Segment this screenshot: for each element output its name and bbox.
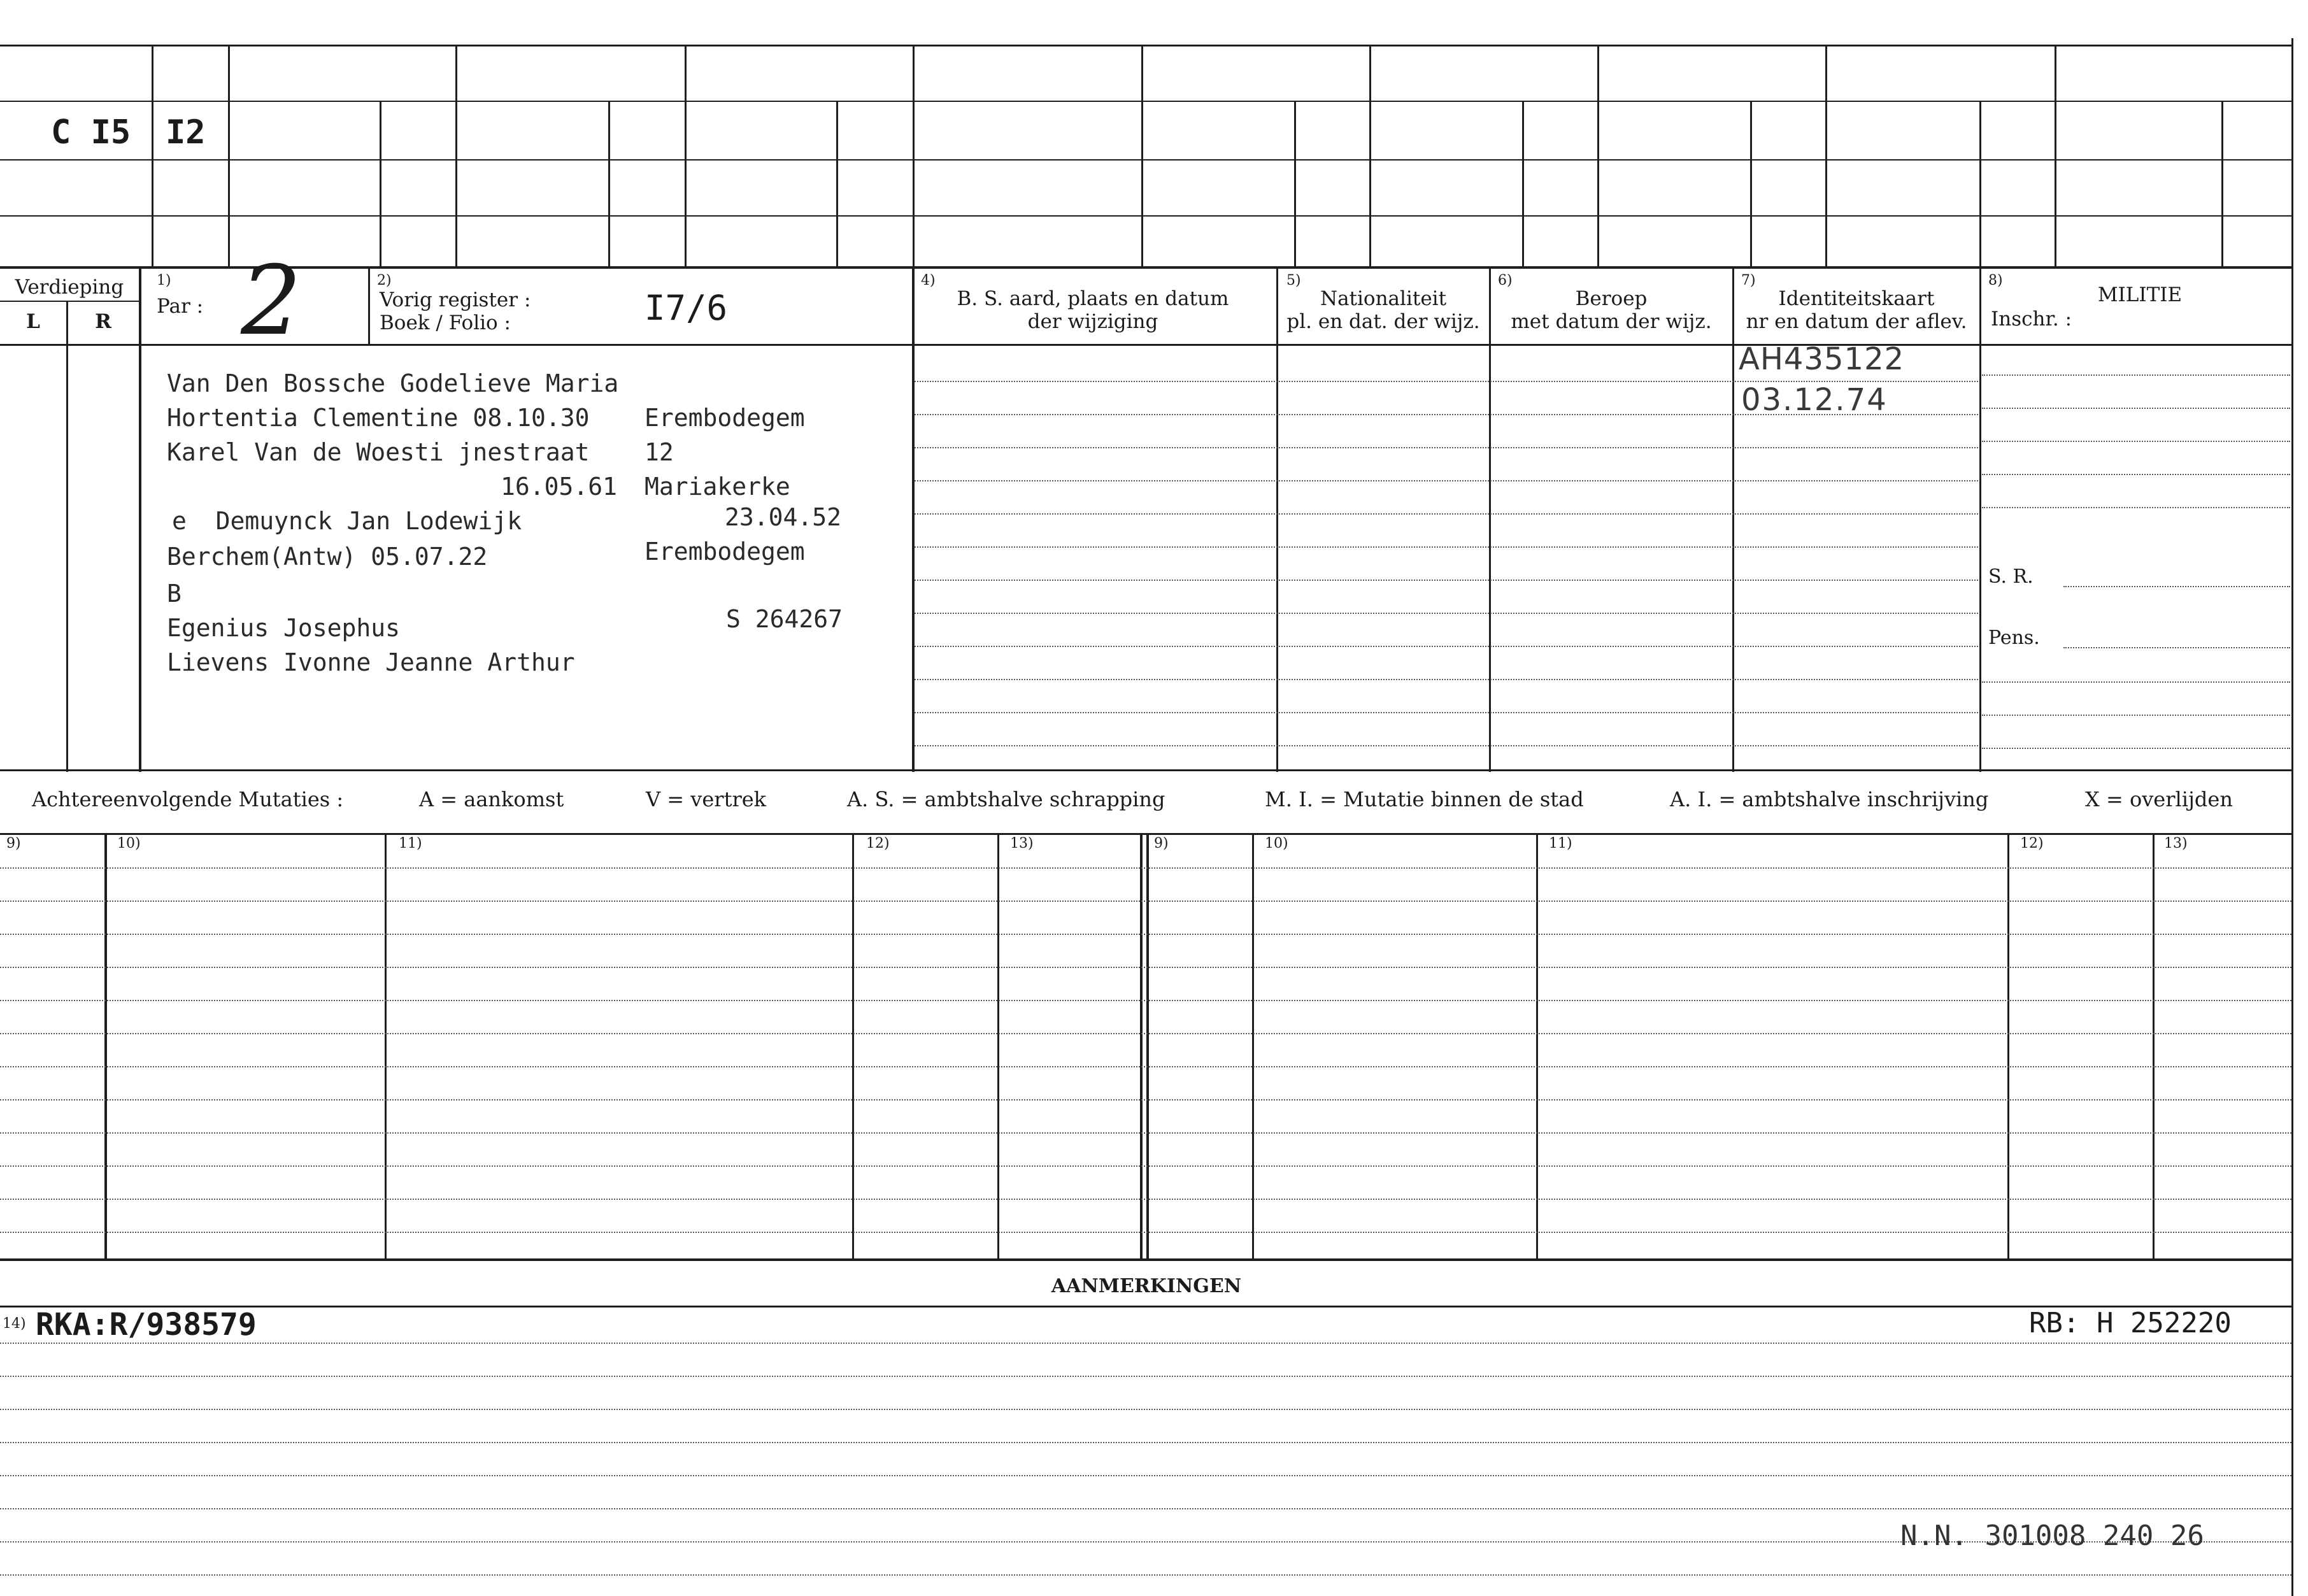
par-label: Par : (157, 295, 204, 318)
id-header-line1: Identiteitskaart (1778, 287, 1935, 310)
par-handwritten-mark: 2 (241, 246, 302, 357)
row-line (0, 1574, 2291, 1576)
column-line (912, 267, 915, 772)
row-line (0, 1343, 2291, 1344)
header-bottom-line (0, 344, 2293, 346)
rka-number: RKA:R/938579 (36, 1307, 257, 1343)
row-line (915, 679, 1978, 680)
column-line (2007, 833, 2009, 1260)
row-line (0, 1409, 2291, 1410)
row-line (0, 1199, 2291, 1200)
pens-label: Pens. (1988, 627, 2040, 649)
grid-line (1522, 101, 1524, 267)
beroep-header-line2: met datum der wijz. (1511, 310, 1712, 333)
row-line (1982, 748, 2290, 749)
legend-overlijden: X = overlijden (2085, 787, 2233, 811)
grid-line (1825, 45, 1827, 267)
row-line (1982, 374, 2290, 376)
grid-line (1294, 101, 1296, 267)
grid-line (913, 45, 915, 267)
militie-header: MILITIE (2097, 283, 2183, 306)
person-number: 12 (645, 438, 674, 466)
bs-header-line1: B. S. aard, plaats en datum (957, 287, 1229, 310)
verdieping-divider (0, 301, 140, 302)
column-line (66, 301, 68, 772)
grid-line (152, 45, 153, 267)
row-line (0, 1442, 2291, 1443)
row-line (0, 1508, 2291, 1509)
grid-line (2055, 45, 2056, 267)
row-line (1982, 408, 2290, 409)
sr-label: S. R. (1988, 566, 2034, 588)
legend-mutatie-binnen-stad: M. I. = Mutatie binnen de stad (1265, 787, 1584, 811)
person-line: Egenius Josephus (167, 614, 401, 642)
row-line (0, 1475, 2291, 1476)
grid-line (0, 101, 2293, 102)
nationality-header-line2: pl. en dat. der wijz. (1286, 310, 1480, 333)
column-number: 12) (2020, 836, 2044, 851)
grid-line (836, 101, 838, 267)
row-line (915, 480, 1978, 481)
field-number: 6) (1498, 273, 1513, 289)
row-line (1982, 474, 2290, 475)
grid-line (1369, 45, 1371, 267)
row-line (2063, 586, 2290, 587)
row-line (0, 967, 2291, 968)
nationality-header-line1: Nationaliteit (1320, 287, 1447, 310)
beroep-header-line1: Beroep (1575, 287, 1648, 310)
grid-line (2291, 38, 2293, 1596)
grid-line (1979, 101, 1981, 267)
grid-line (1750, 101, 1752, 267)
person-place: Erembodegem (645, 538, 805, 566)
legend-aankomst: A = aankomst (419, 787, 564, 811)
column-number: 13) (1010, 836, 1034, 851)
person-line: Berchem(Antw) 05.07.22 (167, 543, 488, 571)
column-number: 10) (117, 836, 141, 851)
field-number: 14) (3, 1316, 26, 1332)
row-line (915, 712, 1978, 713)
row-line (915, 513, 1978, 515)
row-line (1982, 507, 2290, 508)
row-line (0, 1066, 2291, 1067)
column-number: 9) (6, 836, 21, 851)
row-line (0, 1232, 2291, 1233)
person-place: Mariakerke (645, 473, 790, 501)
column-line (1489, 267, 1491, 772)
row-line (1982, 715, 2290, 716)
boek-folio-label: Boek / Folio : (380, 311, 511, 334)
field-number: 5) (1286, 273, 1301, 289)
field-number: 8) (1988, 273, 2003, 289)
nn-number: N.N. 301008 240 26 (1900, 1520, 2204, 1552)
person-line: e Demuynck Jan Lodewijk (172, 507, 522, 535)
rb-number: RB: H 252220 (2029, 1307, 2232, 1339)
row-line (0, 901, 2291, 902)
column-number: 13) (2164, 836, 2188, 851)
remarks-title: AANMERKINGEN (1051, 1275, 1242, 1297)
column-line (1252, 833, 1254, 1260)
person-code: S 264267 (726, 605, 843, 633)
row-line (915, 745, 1978, 746)
row-line (0, 934, 2291, 935)
column-line (385, 833, 387, 1260)
column-line (2153, 833, 2155, 1260)
grid-line (685, 45, 687, 267)
column-line (1536, 833, 1538, 1260)
legend-ambtshalve-schrapping: A. S. = ambtshalve schrapping (847, 787, 1165, 811)
column-line (139, 267, 141, 772)
row-line (915, 447, 1978, 448)
field-number: 1) (157, 273, 171, 289)
person-place: Erembodegem (645, 404, 805, 432)
grid-line (1597, 45, 1599, 267)
row-line (915, 580, 1978, 581)
grid-line (228, 45, 230, 267)
legend-vertrek: V = vertrek (646, 787, 767, 811)
verdieping-r: R (95, 310, 111, 333)
inschr-label: Inschr. : (1991, 308, 2072, 331)
grid-line (455, 45, 457, 267)
column-line (368, 267, 370, 345)
column-number: 9) (1154, 836, 1169, 851)
grid-line (2221, 101, 2223, 267)
person-line: Lievens Ivonne Jeanne Arthur (167, 648, 575, 676)
person-line: B (167, 580, 182, 608)
person-line: Karel Van de Woesti jnestraat (167, 438, 590, 466)
person-date: 16.05.61 (501, 473, 618, 501)
person-line: Hortentia Clementine 08.10.30 (167, 404, 590, 432)
mutations-title: Achtereenvolgende Mutaties : (32, 787, 344, 811)
column-number: 11) (1549, 836, 1572, 851)
section-line (0, 769, 2293, 771)
row-line (0, 1000, 2291, 1001)
column-line (104, 833, 107, 1260)
row-line (0, 1099, 2291, 1101)
column-line (997, 833, 999, 1260)
remarks-top-line (0, 1306, 2293, 1307)
verdieping-l: L (26, 310, 40, 333)
row-line (1982, 681, 2290, 683)
column-number: 12) (866, 836, 890, 851)
column-line (1979, 267, 1981, 772)
grid-line (0, 45, 2293, 46)
column-line (1276, 267, 1278, 772)
verdieping-label: Verdieping (15, 276, 124, 299)
column-line (1140, 833, 1143, 1260)
code-cell-2: I2 (166, 113, 206, 152)
row-line (0, 1132, 2291, 1134)
grid-line (0, 159, 2293, 160)
grid-line (608, 101, 610, 267)
column-line (852, 833, 854, 1260)
row-line (915, 646, 1978, 647)
vorig-register-label: Vorig register : (380, 289, 531, 311)
column-number: 11) (399, 836, 422, 851)
grid-line (0, 215, 2293, 217)
register-value: I7/6 (645, 288, 728, 328)
row-line (2063, 647, 2290, 648)
grid-line (380, 101, 381, 267)
grid-line (0, 266, 2293, 269)
row-line (915, 613, 1978, 614)
code-cell-1: C I5 (51, 113, 131, 152)
id-card-date: 03.12.74 (1741, 382, 1888, 418)
bs-header-line2: der wijziging (1027, 310, 1158, 333)
legend-ambtshalve-inschrijving: A. I. = ambtshalve inschrijving (1670, 787, 1989, 811)
field-number: 2) (377, 273, 392, 289)
field-number: 4) (921, 273, 936, 289)
row-line (1982, 441, 2290, 442)
id-card-number: AH435122 (1739, 341, 1905, 377)
person-line: Van Den Bossche Godelieve Maria (167, 369, 619, 397)
column-number: 10) (1265, 836, 1288, 851)
column-line (1732, 267, 1734, 772)
column-line (1146, 833, 1149, 1260)
row-line (0, 867, 2291, 869)
person-date: 23.04.52 (725, 503, 842, 531)
id-header-line2: nr en datum der aflev. (1746, 310, 1967, 333)
row-line (0, 1165, 2291, 1167)
grid-line (1141, 45, 1143, 267)
row-line (0, 1033, 2291, 1034)
field-number: 7) (1741, 273, 1756, 289)
row-line (915, 546, 1978, 548)
row-line (0, 1376, 2291, 1377)
